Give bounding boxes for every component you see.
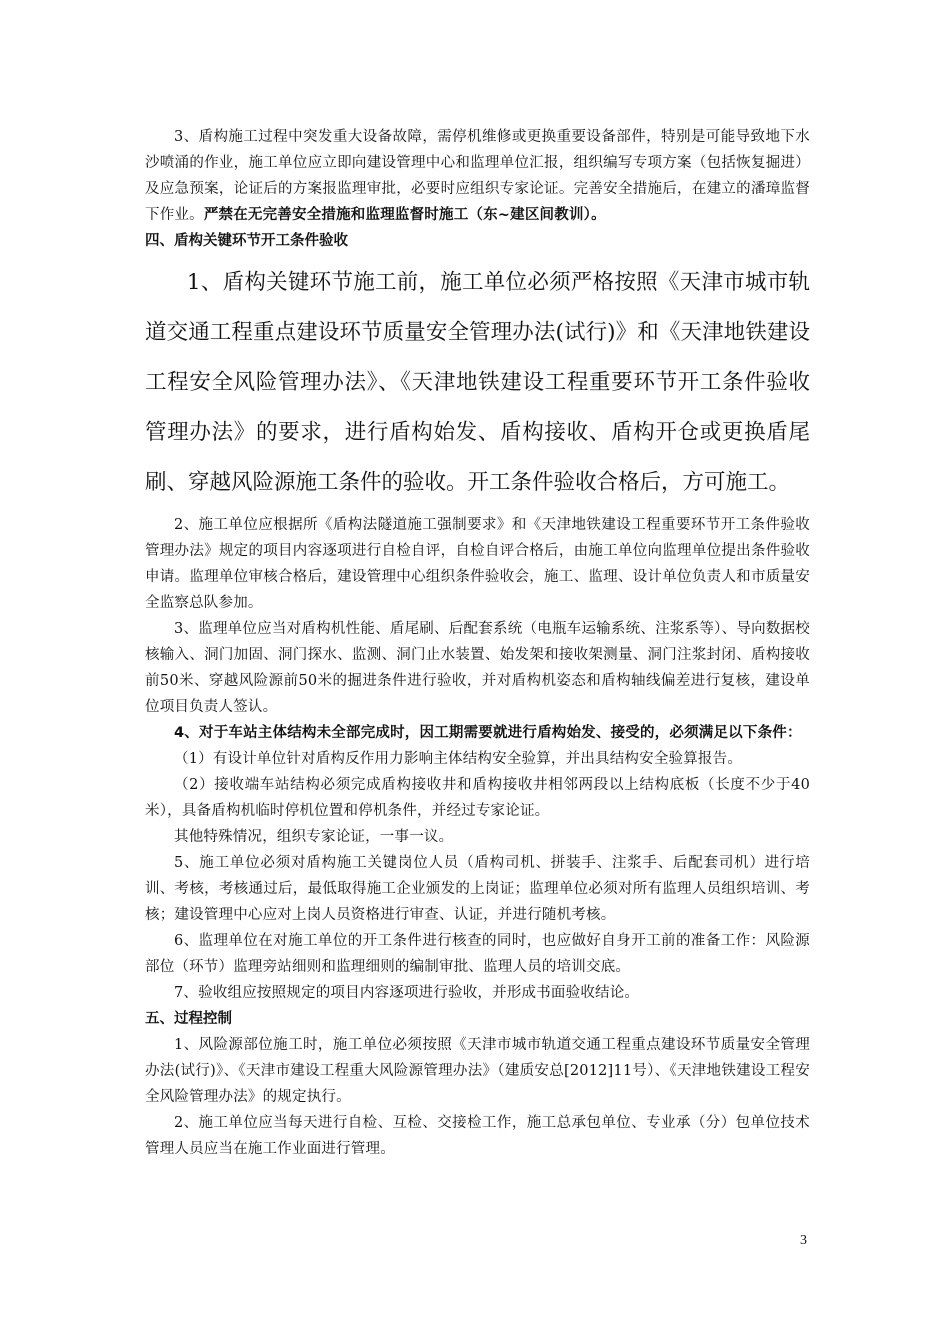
section-4-heading: 四、盾构关键环节开工条件验收 [145,233,348,249]
section-4-paragraph-5: 5、施工单位必须对盾构施工关键岗位人员（盾构司机、拼装手、注浆手、后配套司机）进行培训、考核，考核通过后，最低取得施工企业颁发的上岗证；监理单位必须对所有监理人员组织培训、考核；建设管理中心应对上岗人员资格进行审查、认证，并进行随机考核。 [145,855,810,923]
section-4-paragraph-6: 6、监理单位在对施工单位的开工条件进行核查的同时，也应做好自身开工前的准备工作：风险源部位（环节）监理旁站细则和监理细则的编制审批、监理人员的培训交底。 [145,933,810,975]
section-4-paragraph-2: 2、施工单位应根据所《盾构法隧道施工强制要求》和《天津地铁建设工程重要环节开工条件验收管理办法》规定的项目内容逐项进行自检自评，自检自评合格后，由施工单位向监理单位提出条件验收申请。监理单位审核合格后，建设管理中心组织条件验收会，施工、监理、设计单位负责人和市质量安全监察总队参加。 [145,517,810,611]
section-5-paragraph-2: 2、施工单位应当每天进行自检、互检、交接检工作，施工总承包单位、专业承（分）包单位技术管理人员应当在施工作业面进行管理。 [145,1115,810,1157]
section-4-paragraph-3: 3、监理单位应当对盾构机性能、盾尾刷、后配套系统（电瓶车运输系统、注浆系等）、导向数据校核输入、洞门加固、洞门探水、监测、洞门止水装置、始发架和接收架测量、洞门注浆封闭、盾构接收前50米、穿越风险源前50米的掘进条件进行验收，并对盾构机姿态和盾构轴线偏差进行复核，建设单位项目负责人签认。 [145,621,810,715]
section-5-heading: 五、过程控制 [145,1011,232,1027]
bold-warning: 严禁在无完善安全措施和监理监督时施工（东~建区间教训）。 [203,207,606,223]
section-4-paragraph-7: 7、验收组应按照规定的项目内容逐项进行验收，并形成书面验收结论。 [174,985,640,1001]
section-4-item-1: （1）有设计单位针对盾构反作用力影响主体结构安全验算，并出具结构安全验算报告。 [174,751,743,767]
document-body [145,124,810,1162]
paragraph-3-equipment-failure [145,124,810,228]
section-4-item-2: （2）接收端车站结构必须完成盾构接收井和盾构接收井相邻两段以上结构底板（长度不少于40米），具备盾构机临时停机位置和停机条件，并经过专家论证。 [145,777,810,819]
page-number: 3 [800,1233,807,1248]
section-5-paragraph-1: 1、风险源部位施工时，施工单位必须按照《天津市城市轨道交通工程重点建设环节质量安全管理办法(试行)》、《天津市建设工程重大风险源管理办法》（建质安总[2012]11号）、《天津地铁建设工程安全风险管理办法》的规定执行。 [145,1037,810,1105]
section-4-paragraph-4: 4、对于车站主体结构未全部完成时，因工期需要就进行盾构始发、接受的，必须满足以下条件： [174,725,802,741]
section-4-paragraph-1: 1、盾构关键环节施工前，施工单位必须严格按照《天津市城市轨道交通工程重点建设环节质量安全管理办法(试行)》和《天津地铁建设工程安全风险管理办法》、《天津地铁建设工程重要环节开工条件验收管理办法》的要求，进行盾构始发、盾构接收、盾构开仓或更换盾尾刷、穿越风险源施工条件的验收。开工条件验收合格后，方可施工。 [145,270,810,495]
section-4-item-other: 其他特殊情况，组织专家论证，一事一议。 [174,829,454,845]
paragraph-text: 3、盾构施工过程中突发重大设备故障，需停机维修或更换重要设备部件，特别是可能导致地下水沙喷涌的作业，施工单位应立即向建设管理中心和监理单位汇报，组织编写专项方案（包括恢复掘进）及应急预案，论证后的方案报监理审批，必要时应组织专家论证。完善安全措施后，在建立的潘璋监督下作业。 [145,129,810,223]
